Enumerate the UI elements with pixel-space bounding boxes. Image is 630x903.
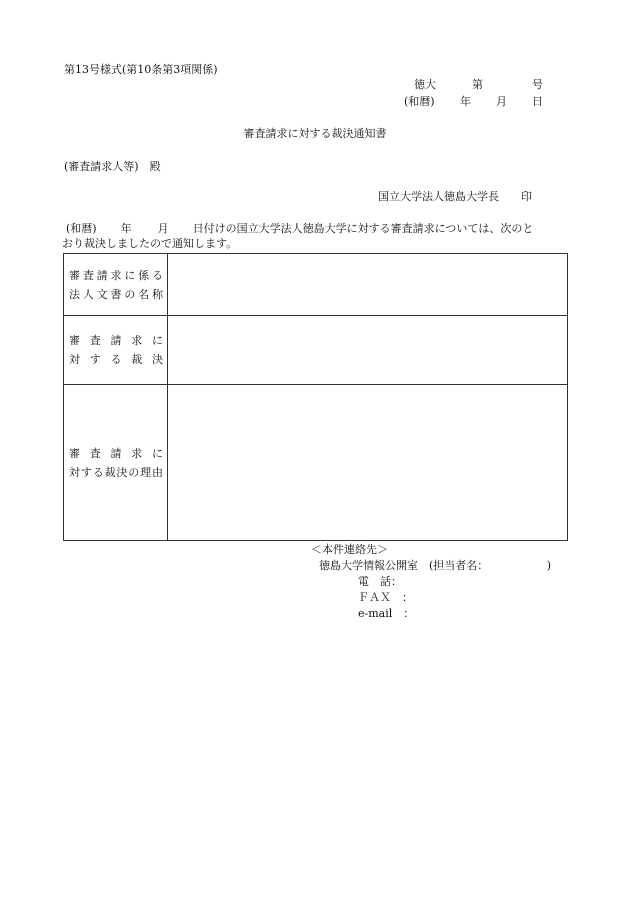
label-decision xyxy=(64,316,168,385)
body-year: 年 xyxy=(120,222,132,235)
value-document-name[interactable] xyxy=(168,254,568,316)
contact-office-close: ) xyxy=(546,559,551,572)
label-reason xyxy=(64,385,168,541)
date-year: 年 xyxy=(460,95,471,108)
label-document-name xyxy=(64,254,168,316)
label-line: 審査請求に xyxy=(69,446,163,460)
value-reason[interactable] xyxy=(168,385,568,541)
label-line: 審査請求に係る xyxy=(69,268,163,282)
decision-table xyxy=(63,253,568,541)
contact-heading: ＜本件連絡先＞ xyxy=(311,543,388,556)
issuer-name: 国立大学法人徳島大学長 xyxy=(378,190,499,203)
body-era: (和暦) xyxy=(66,222,97,235)
body-text-line2: おり裁決しましたので通知します。 xyxy=(62,237,238,250)
contact-phone: 電 話： xyxy=(358,575,402,588)
label-line: 対する裁決の理由 xyxy=(69,465,163,479)
addressee: (審査請求人等) 殿 xyxy=(64,160,161,173)
date-era: (和暦) xyxy=(404,95,435,108)
contact-office-name: 徳島大学情報公開室 (担当者名： xyxy=(319,559,489,572)
body-text-line1 xyxy=(66,222,533,236)
doc-number-dai: 第 xyxy=(472,78,483,91)
date-day: 日 xyxy=(532,95,543,108)
date-month: 月 xyxy=(496,95,507,108)
document-title: 審査請求に対する裁決通知書 xyxy=(243,127,387,140)
contact-fax: ＦＡＸ ： xyxy=(358,591,413,604)
seal-mark: 印 xyxy=(521,190,532,203)
value-decision[interactable] xyxy=(168,316,568,385)
table-row-reason xyxy=(64,385,568,541)
form-number: 第13号様式(第10条第3項関係) xyxy=(64,63,218,76)
label-line: 対する裁決 xyxy=(69,353,163,366)
contact-office xyxy=(319,559,551,573)
doc-number-go: 号 xyxy=(532,78,543,91)
issuer xyxy=(378,190,532,204)
doc-number-prefix: 徳大 xyxy=(414,78,436,91)
label-line: 法人文書の名称 xyxy=(69,287,163,301)
label-line: 審査請求に xyxy=(69,334,163,347)
body-month: 月 xyxy=(157,222,169,235)
contact-email: e-mail ： xyxy=(358,607,415,620)
table-row-document-name xyxy=(64,254,568,316)
table-row-decision xyxy=(64,316,568,385)
body-rest: 日付けの国立大学法人徳島大学に対する審査請求については、次のと xyxy=(192,222,534,235)
